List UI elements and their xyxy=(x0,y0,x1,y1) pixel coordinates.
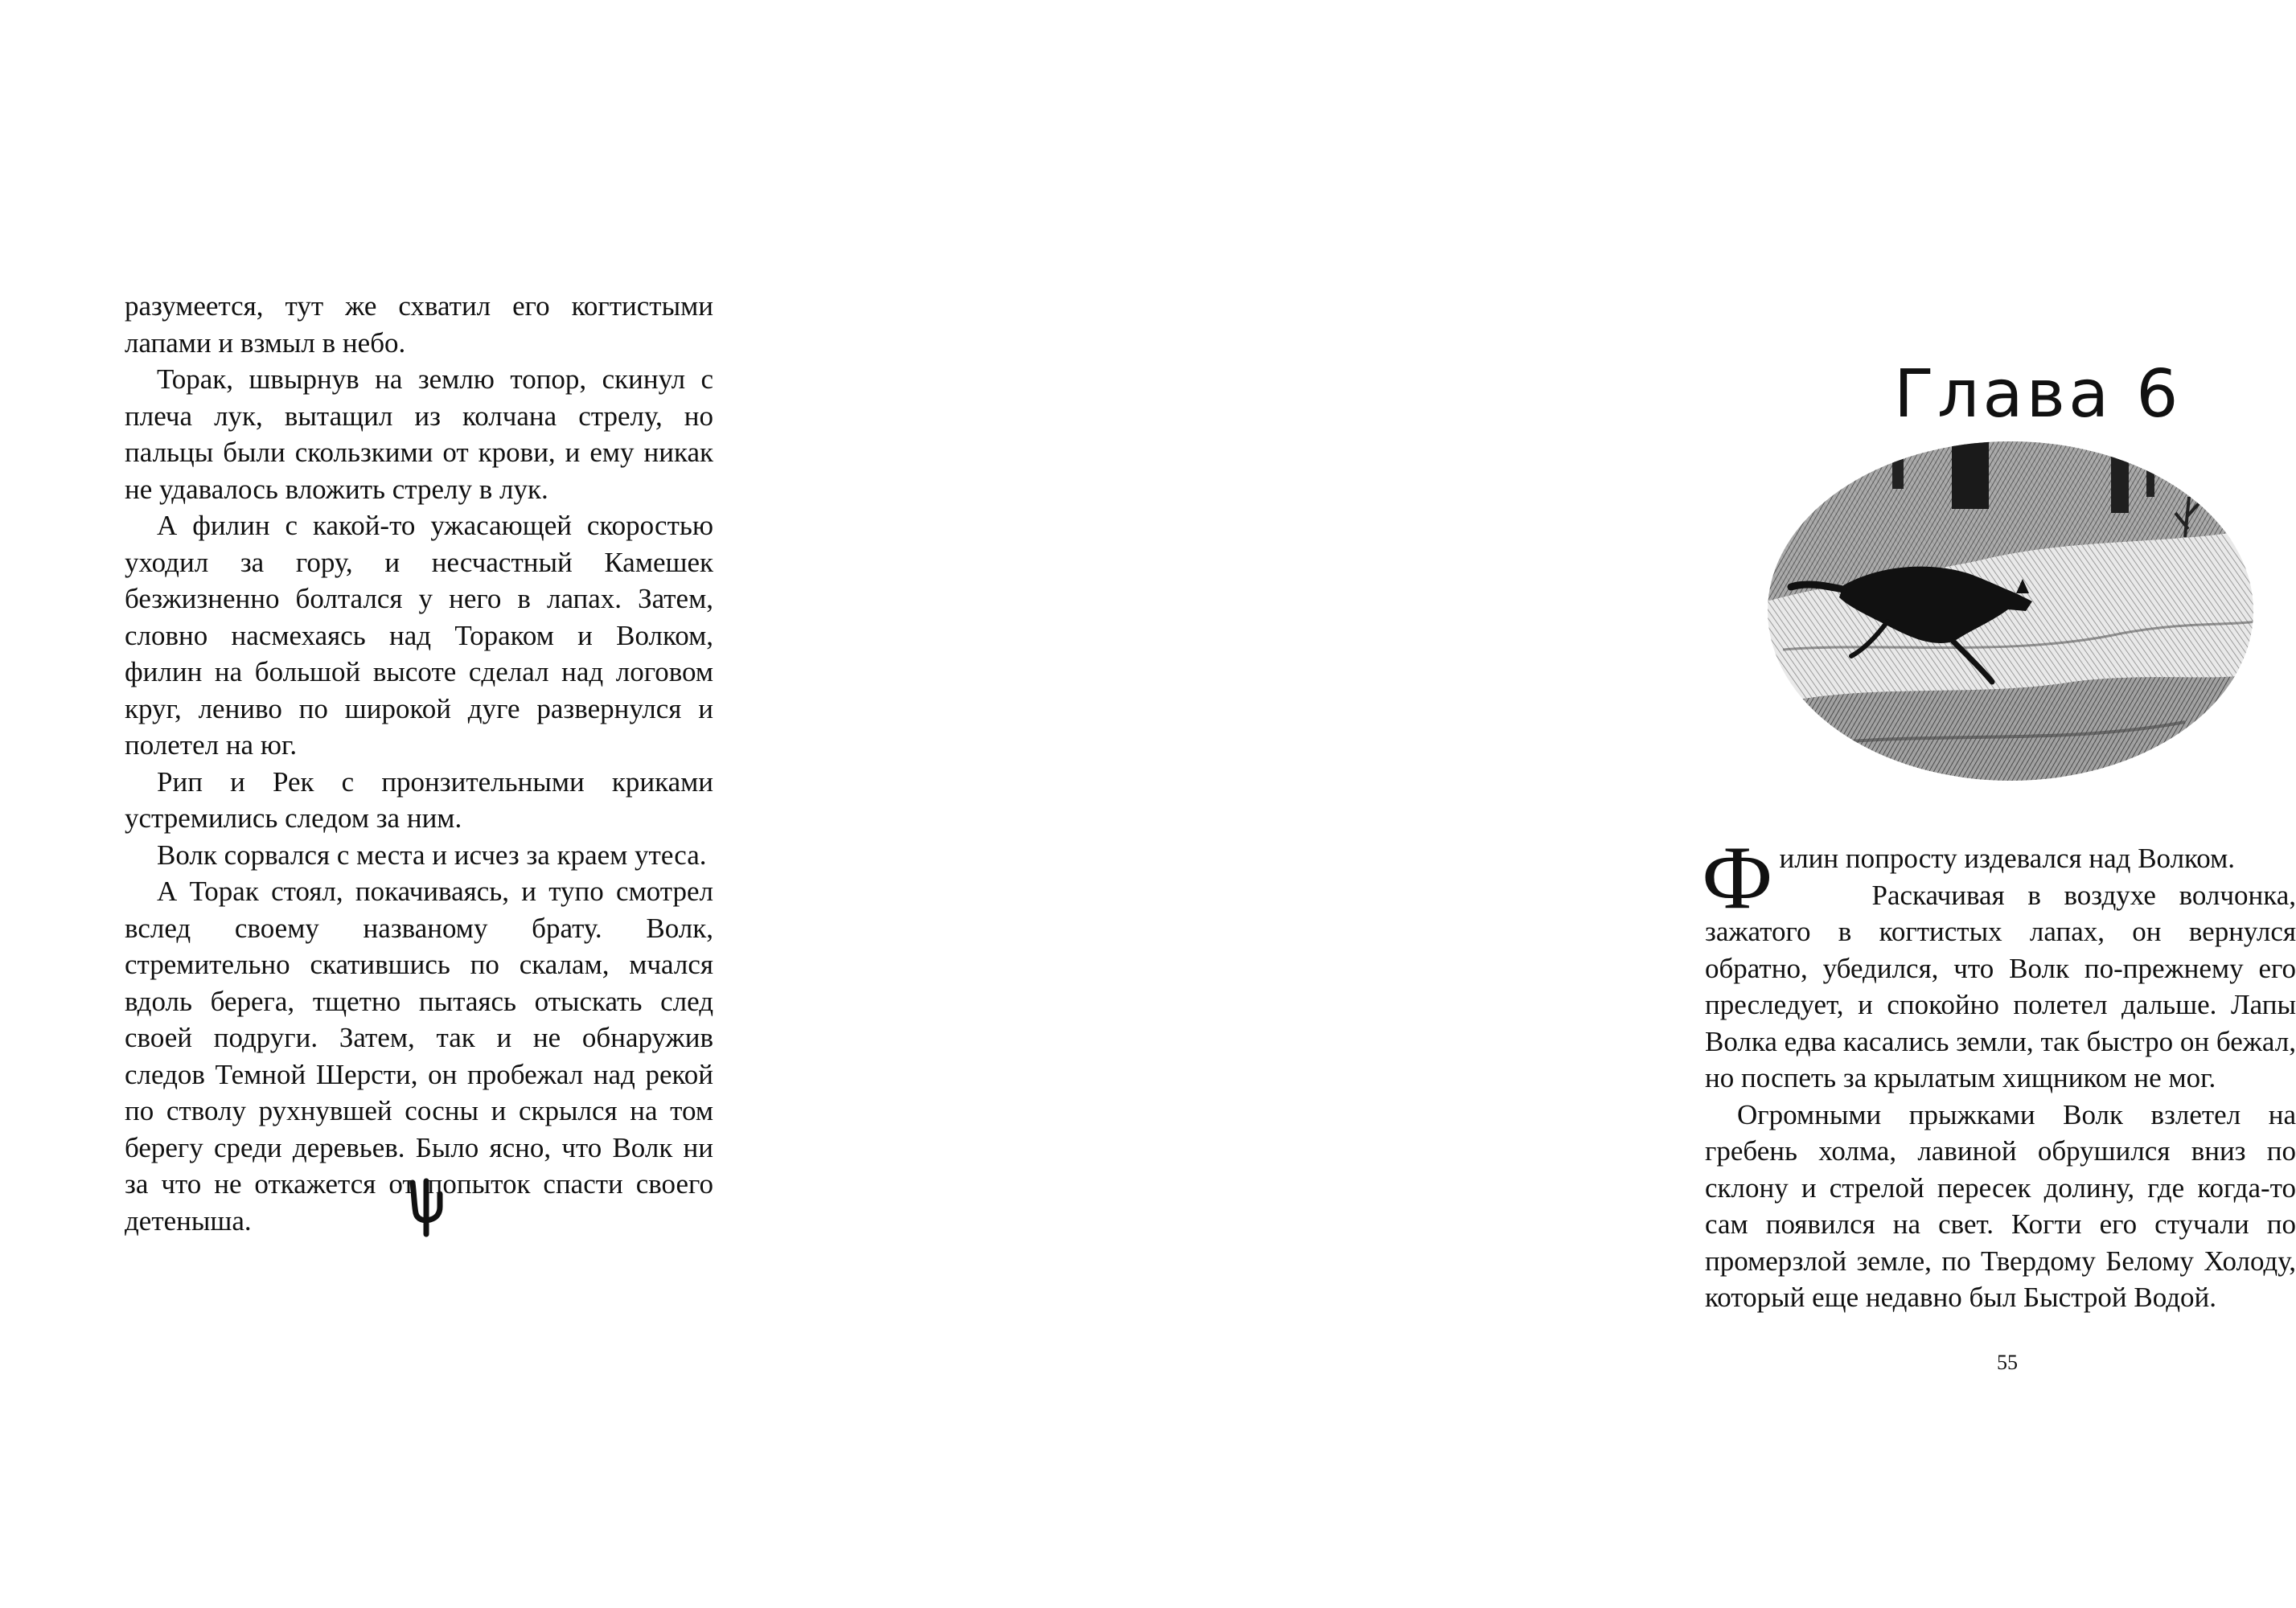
chapter-title xyxy=(1894,354,2182,433)
paragraph: А Торак стоял, покачиваясь, и тупо смотрел вслед своему названому брату. Волк, стремительно скатившись по скалам, мчался вдоль берега, тщетно пытаясь отыскать след своей подруги. Затем, так и не обнаружив следов Темной Шерсти, он пробежал над рекой по стволу рухнувшей сосны и скрылся на том берегу среди деревьев. Было ясно, что Волк ни за что не откажется от попыток спасти своего детеныша. xyxy=(125,876,713,1237)
paragraph: Раскачивая в воздухе волчонка, зажатого в когтистых лапах, он вернулся обратно, убедился, что Волк по-прежнему его преследует, и спокойно полетел дальше. Лапы Волка едва касались земли, так быстро он бежал, но поспеть за крылатым хищником не мог. xyxy=(1705,879,2296,1093)
wolf-illustration xyxy=(1767,441,2255,782)
paragraph xyxy=(1702,828,2296,928)
left-page xyxy=(0,0,804,1608)
paragraph: Огромными прыжками Волк взлетел на гребень холма, лавиной обрушился вниз по склону и стрелой пересек долину, где когда-то сам появился на свет. Когти его стучали по промерзлой земле, по Твердому Белому Холоду, который еще недавно был Быстрой Водой. xyxy=(1705,1098,2296,1313)
paragraph: Волк сорвался с места и исчез за краем утеса. xyxy=(157,839,707,871)
paragraph: А филин с какой-то ужасающей скоростью уходил за гору, и несчастный Камешек безжизненно болтался у него в лапах. Затем, словно насмехаясь над Тораком и Волком, филин на большой высоте сделал над логовом круг, лениво по широкой дуге развернулся и полетел на юг. xyxy=(125,510,713,761)
first-paragraph-text: илин попросту издевался над Волком. xyxy=(1779,843,2235,874)
right-text-column xyxy=(1702,828,2296,1316)
left-text-column xyxy=(125,288,713,1239)
right-page xyxy=(804,0,2296,1608)
page-number: 55 xyxy=(1997,1351,2018,1374)
chapter-title-text: Глава 6 xyxy=(1894,356,2182,433)
paragraph: разумеется, тут же схватил его когтистыми лапами и взмыл в небо. xyxy=(125,290,713,359)
drop-cap: Ф xyxy=(1702,828,1773,928)
rune-glyph-icon xyxy=(406,1178,446,1238)
paragraph: Торак, швырнув на землю топор, скинул с плеча лук, вытащил из колчана стрелу, но пальцы были скользкими от крови, и ему никак не удавалось вложить стрелу в лук. xyxy=(125,363,713,505)
paragraph: Рип и Рек с пронзительными криками устремились следом за ним. xyxy=(125,765,713,834)
